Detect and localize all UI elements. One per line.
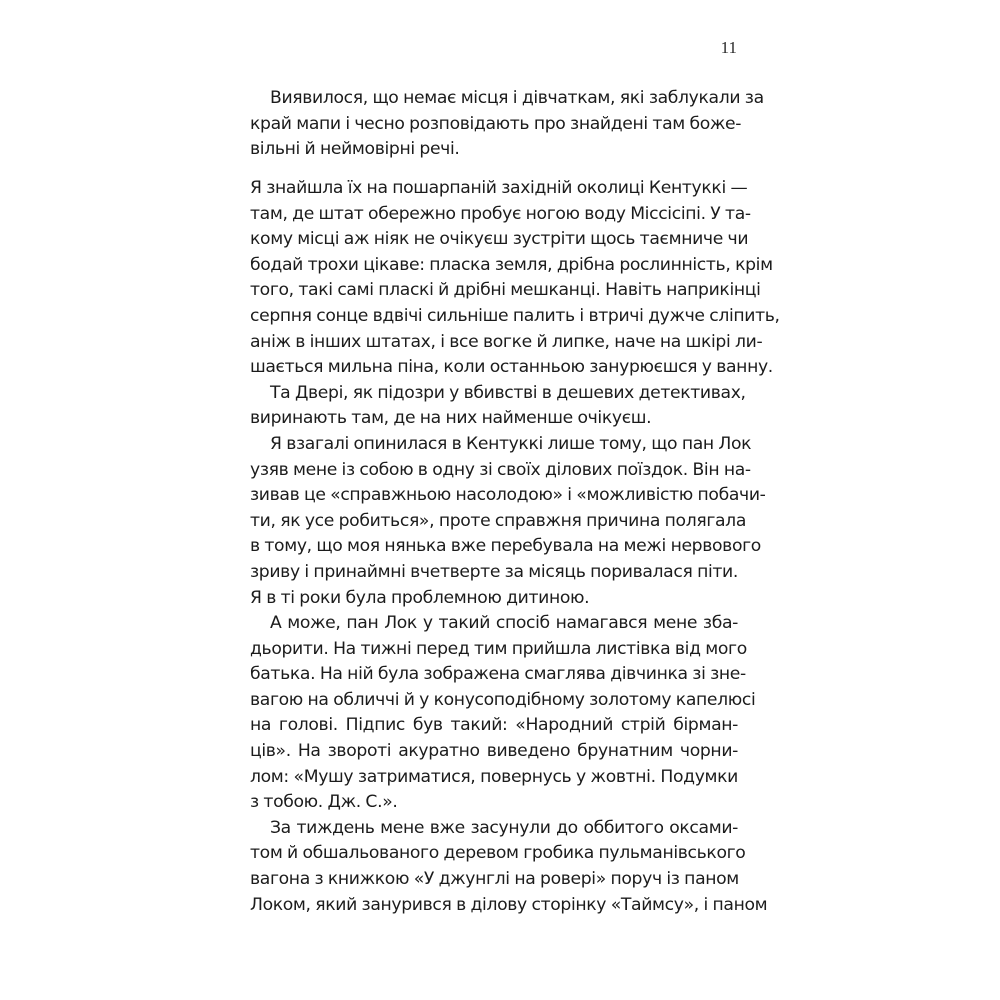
text-line: вагою на обличчі й у конусоподібному золотому капелюсі <box>250 689 756 710</box>
text-line: край мапи і чесно розповідають про знайдені там боже- <box>250 113 742 134</box>
text-line: Виявилося, що немає місця і дівчаткам, які заблукали за <box>270 88 764 108</box>
text-line: А може, пан Лок у такий спосіб намагався мене зба- <box>270 613 738 634</box>
text-line: Я в ті роки була проблемною дитиною. <box>250 587 590 608</box>
text-line: ти, як усе робиться», проте справжня причина полягала <box>250 510 747 531</box>
text-line: Та Двері, як підозри у вбивстві в дешевих детективах, <box>270 382 746 403</box>
text-line: узяв мене із собою в одну зі своїх ділових поїздок. Він на- <box>250 459 751 480</box>
text-line: на голові. Підпис був такий: «Народний стрій бірман- <box>250 715 738 736</box>
text-line: вільні й неймовірні речі. <box>250 139 460 160</box>
text-line: Я взагалі опинилася в Кентуккі лише тому, що пан Лок <box>270 433 752 454</box>
text-line: бодай трохи цікаве: пласка земля, дрібна рослинність, крім <box>250 254 773 275</box>
text-line: зриву і принаймні вчетверте за місяць поривалася піти. <box>250 561 738 582</box>
page-number: 11 <box>720 38 737 57</box>
paragraph <box>250 86 764 163</box>
paragraph <box>250 176 780 381</box>
paragraph <box>250 381 746 432</box>
text-line: Локом, який занурився в ділову сторінку «Таймсу», і паном <box>250 894 768 915</box>
text-line: аніж в інших штатах, і все вогке й липке, наче на шкірі ли- <box>250 331 763 352</box>
text-line: зивав це «справжньою насолодою» і «можливістю побачи- <box>250 485 766 506</box>
text-line: виринають там, де на них найменше очікуєш. <box>250 408 652 429</box>
text-line: За тиждень мене вже засунули до оббитого оксами- <box>270 817 738 838</box>
text-line: Я знайшла їх на пошарпаній західній околиці Кентуккі — <box>250 178 748 198</box>
text-line: вагона з книжкою «У джунглі на ровері» поруч із паном <box>250 869 739 890</box>
paragraph <box>250 816 768 918</box>
text-line: батька. На ній була зображена смаглява дівчинка зі зне- <box>250 664 746 685</box>
text-line: лом: «Мушу затриматися, повернусь у жовтні. Подумки <box>250 766 738 787</box>
text-line: серпня сонце вдвічі сильніше палить і втричі дужче сліпить, <box>250 305 780 326</box>
text-line: в тому, що моя нянька вже перебувала на межі нервового <box>250 536 761 557</box>
text-line: шається мильна піна, коли останньою занурюєшся у ванну. <box>250 357 773 378</box>
main-text-block <box>250 176 780 918</box>
text-line: з тобою. Дж. С.». <box>250 792 398 813</box>
paragraph <box>250 432 766 611</box>
text-line: там, де штат обережно пробує ногою воду Міссісіпі. У та- <box>250 203 751 224</box>
text-line: дьорити. На тижні перед тим прийшла листівка від мого <box>250 638 747 659</box>
opening-epigraph-block <box>250 86 764 163</box>
text-line: том й обшальованого деревом гробика пульманівського <box>250 843 746 864</box>
text-line: кому місці аж ніяк не очікуєш зустріти щось таємниче чи <box>250 229 749 250</box>
text-line: ців». На звороті акуратно виведено брунатним чорни- <box>250 741 738 762</box>
text-line: того, такі самі пласкі й дрібні мешканці. Навіть наприкінці <box>250 280 761 301</box>
paragraph <box>250 611 756 816</box>
